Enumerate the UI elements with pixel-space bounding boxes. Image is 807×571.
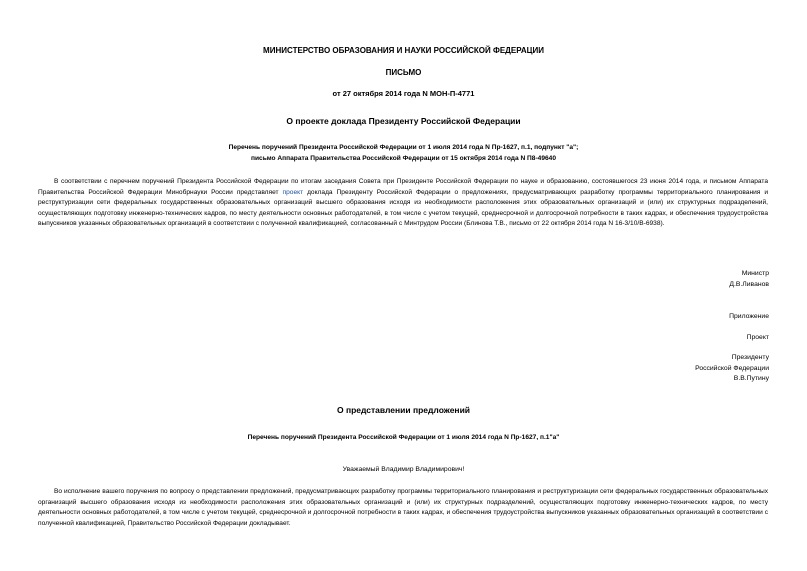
- body-paragraph-1-part2: доклада Президенту Российской Федерации о предложениях, предусматривающих разработку программы территориального планирования и реструктуризации сети федеральных государственных образовательных организаций высшего образования исходя из необходимости расположения этих образовательных организаций и (или) их структурных подразделений, осуществляющих подготовку инженерно-технических кадров, по месту деятельности основных работодателей, в том числе с учетом текущей, среднесрочной и долгосрочной потребности в таких кадрах, и обеспечения трудоустройства выпускников указанных образовательных организаций в соответствии с полученной квалификацией, согласованный с Минтрудом России (Блинова Т.В., письмо от 22 октября 2014 года N 16-3/10/В-6938).: [38, 188, 768, 227]
- proposal-title: О представлении предложений: [336, 405, 471, 415]
- signature-title: Министр: [741, 270, 769, 277]
- body-paragraph-1-part1: В соответствии с перечнем поручений Президента Российской Федерации по итогам заседания Совета при Президенте Российской Федерации по науке и образованию, состоявшегося 23 июня 2014 года, и письмом Аппарата Правительства Российской Федерации Минобрнауки России представляет: [38, 178, 768, 196]
- proposal-reference: Перечень поручений Президента Российской Федерации от 1 июля 2014 года N Пр-1627, п.1"а": [247, 434, 560, 441]
- appendix-label: Приложение: [729, 313, 769, 320]
- body-paragraph-2: [38, 487, 768, 529]
- reference-line-1: Перечень поручений Президента Российской Федерации от 1 июля 2014 года N Пр-1627, п.1, подпункт "а";: [228, 144, 579, 151]
- draft-link[interactable]: проект: [282, 188, 304, 196]
- body-paragraph-2-text: Во исполнение вашего поручения по вопросу о представлении предложений, предусматривающих разработку программы территориального планирования и реструктуризации сети федеральных государственных образовательных организаций высшего образования исходя из необходимости расположения этих образовательных организаций и (или) их структурных подразделений, осуществляющих подготовку инженерно-технических кадров, по месту деятельности основных работодателей, в том числе с учетом текущей, среднесрочной и долгосрочной потребности в таких кадрах, и обеспечения трудоустройства выпускников указанных образовательных организаций в соответствии с полученной квалификацией, Правительство Российской Федерации докладывает.: [38, 488, 768, 527]
- reference-line-2: письмо Аппарата Правительства Российской Федерации от 15 октября 2014 года N П8-49640: [250, 155, 556, 162]
- draft-label: Проект: [746, 334, 769, 341]
- ministry-heading: МИНИСТЕРСТВО ОБРАЗОВАНИЯ И НАУКИ РОССИЙСКОЙ ФЕДЕРАЦИИ: [263, 46, 544, 55]
- document-date-number: от 27 октября 2014 года N МОН-П-4771: [332, 89, 475, 98]
- signature-name: Д.В.Ливанов: [729, 281, 769, 288]
- body-paragraph-1: [38, 177, 768, 230]
- document-type: ПИСЬМО: [385, 68, 422, 77]
- greeting: Уважаемый Владимир Владимирович!: [342, 466, 465, 473]
- document-subject: О проекте доклада Президенту Российской Федерации: [286, 116, 521, 126]
- addressee-line-3: В.В.Путину: [733, 375, 769, 382]
- addressee-line-2: Российской Федерации: [695, 365, 769, 372]
- addressee-line-1: Президенту: [731, 354, 769, 361]
